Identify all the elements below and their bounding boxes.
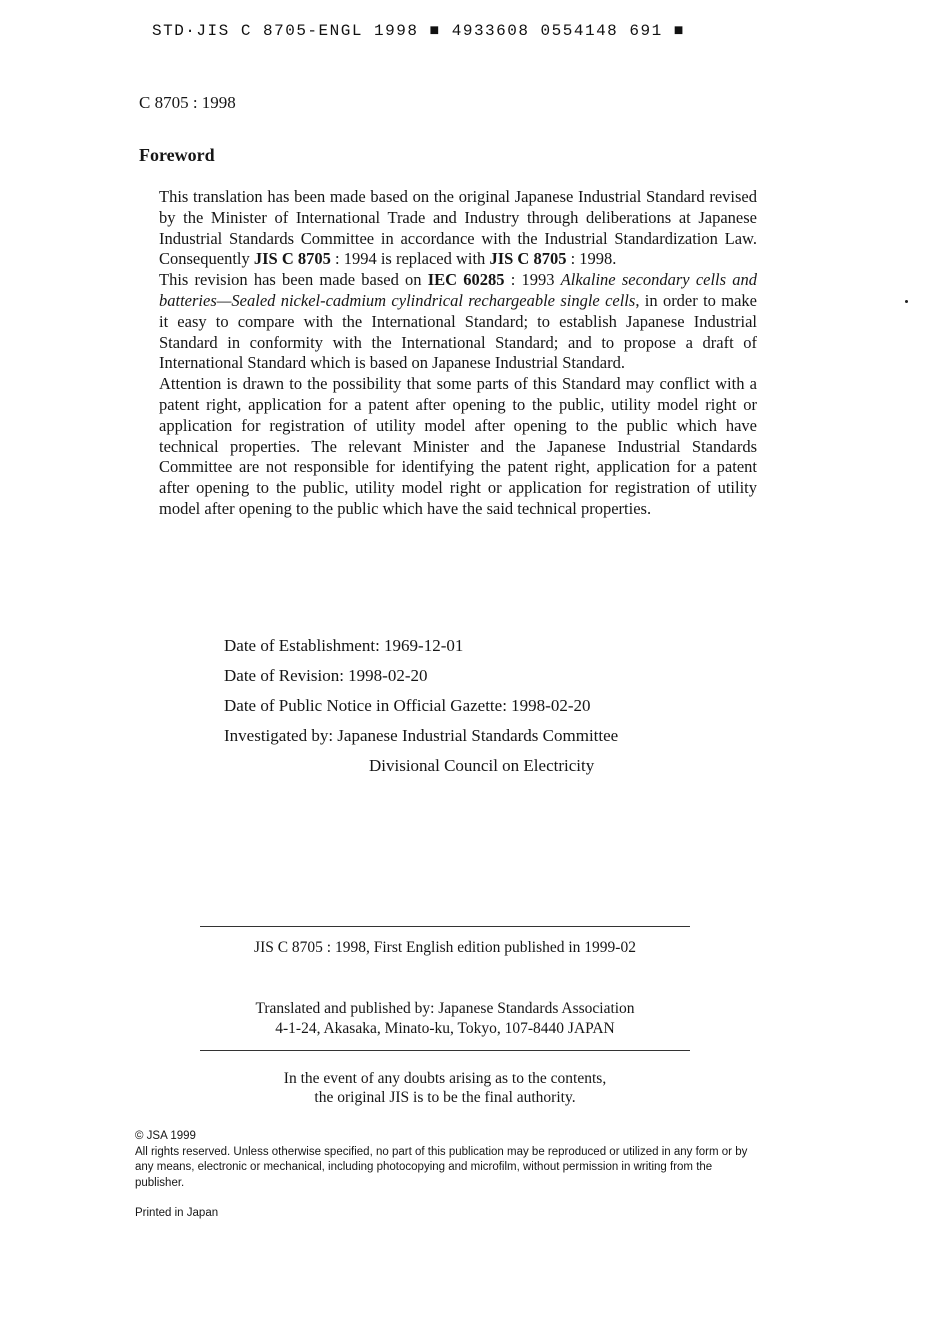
section-title: Foreword — [139, 145, 215, 165]
authority-notice — [200, 1069, 690, 1107]
investigated-by: Investigated by: Japanese Industrial Standards Committee — [224, 726, 619, 745]
publisher-line: Translated and published by: Japanese Standards Association — [255, 1000, 635, 1017]
divider-top — [200, 926, 690, 927]
date-revision: Date of Revision: 1998-02-20 — [224, 666, 428, 685]
edition-line: JIS C 8705 : 1998, First English edition published in 1999-02 — [254, 939, 636, 956]
foreword-paragraph-2: This revision has been made based on IEC 60285 : 1993 Alkaline secondary cells and batteries—Sealed nickel-cadmium cylindrical rechargeable single cells, in order to make it easy to compare with the International Standard; to establish Japanese Industrial Standard in conformity with the International Standard; and to propose a draft of International Standard which is based on Japanese Industrial Standard. — [159, 270, 757, 373]
copyright-block — [135, 1129, 755, 1191]
investigated-by-council: Divisional Council on Electricity — [369, 756, 595, 775]
dates-block — [224, 631, 618, 781]
scan-header-strip: STD·JIS C 8705-ENGL 1998 ■ 4933608 0554148 691 ■ — [152, 22, 685, 40]
scan-speck — [905, 300, 908, 303]
rights-statement: All rights reserved. Unless otherwise specified, no part of this publication may be reproduced or utilized in any form or by any means, electronic or mechanical, including photocopying and microfilm, without permission in writing from the publisher. — [135, 1145, 748, 1189]
foreword-paragraph-3: Attention is drawn to the possibility that some parts of this Standard may conflict with a patent right, application for a patent after opening to the public, utility model right or application for registration of utility model after opening to the public which have technical properties. The relevant Minister and the Japanese Industrial Standards Committee are not responsible for identifying the patent right, application for a patent after opening to the public, utility model right or application for registration of utility model after opening to the public which have the said technical properties. — [159, 374, 757, 518]
authority-notice-line-2: the original JIS is to be the final authority. — [314, 1089, 576, 1106]
date-establishment: Date of Establishment: 1969-12-01 — [224, 636, 464, 655]
foreword-paragraph-1: This translation has been made based on the original Japanese Industrial Standard revised by the Minister of International Trade and Industry through deliberations at Japanese Industrial Standards Committee in accordance with the Industrial Standardization Law. Consequently JIS C 8705 : 1994 is replaced with JIS C 8705 : 1998. — [159, 187, 757, 269]
publisher-block — [200, 999, 690, 1039]
authority-notice-line-1: In the event of any doubts arising as to the contents, — [283, 1070, 607, 1087]
divider-bottom — [200, 1050, 690, 1051]
publisher-address: 4-1-24, Akasaka, Minato-ku, Tokyo, 107-8440 JAPAN — [275, 1020, 615, 1037]
foreword-body — [159, 187, 757, 520]
date-public-notice: Date of Public Notice in Official Gazette: 1998-02-20 — [224, 696, 591, 715]
document-number: C 8705 : 1998 — [139, 93, 236, 112]
copyright-mark: © JSA 1999 — [135, 1130, 196, 1142]
printed-in: Printed in Japan — [135, 1207, 219, 1219]
